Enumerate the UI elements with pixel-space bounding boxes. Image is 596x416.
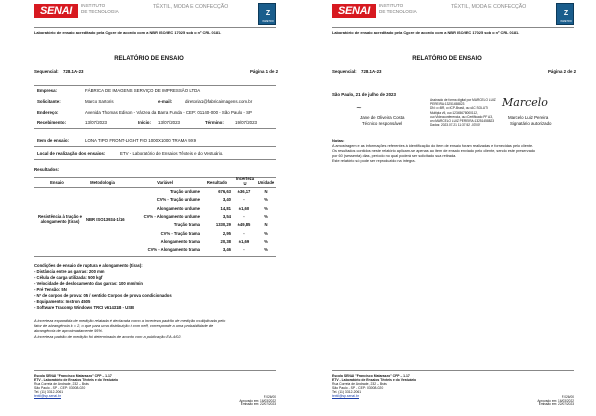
table-test-name: Resistência à tração e alongamento (tiras)	[38, 214, 82, 224]
footer-form-line: Aprovado em: 16/03/2022	[239, 398, 276, 403]
table-cell-variable: CV% - Alongamento trama	[147, 247, 200, 253]
institute-name	[81, 3, 119, 14]
seal-text: INMETRO	[262, 20, 274, 23]
requester-label: Solicitante:	[37, 99, 61, 104]
table-cell-variable: Tração trama	[173, 222, 200, 228]
institute-line-2: DE TECNOLOGIA	[379, 8, 417, 14]
note-line: Este relatório só pode ser reproduzido na íntegra.	[332, 159, 416, 163]
company-value: FÁBRICA DE IMAGENS SERVIÇO DE IMPRESSÃO LTDA	[85, 88, 201, 93]
address-label: Endereço:	[37, 110, 59, 115]
item-rule	[34, 146, 276, 147]
end-label: Término:	[205, 120, 224, 125]
left-signer-role: Técnico responsável	[362, 121, 403, 126]
footer-line: ETV - Laboratório de Ensaios Têxteis e do Vestuário	[332, 378, 417, 382]
right-signer-role: Signatário autorizado	[510, 121, 552, 126]
digital-signature-line: Dados: 2023.07.21 11:37:52 -03'00'	[430, 123, 481, 128]
footer-form-line: Emissão em: 22/07/2023	[538, 402, 574, 407]
table-cell-uncertainty: -	[243, 247, 245, 253]
senai-logo-text: SENAI	[39, 5, 73, 17]
digital-signature-line: cn=MARCELO LUIZ PEREIRA:13251458823	[430, 119, 495, 123]
table-cell-uncertainty: ±1,69	[238, 238, 250, 244]
digital-signature-line: Assinado de forma digital por MARCELO LUIZ	[430, 98, 496, 102]
end-value: 19/07/2023	[235, 120, 257, 125]
table-cell-uncertainty: ±36,17	[237, 189, 251, 194]
report-title: RELATÓRIO DE ENSAIO	[114, 56, 184, 62]
table-cell-unit: %	[264, 205, 268, 211]
table-cell-unit: %	[264, 197, 268, 203]
condition-item: - Pré Tensão: 5N	[34, 287, 67, 292]
footer-form-line: Emissão em: 22/07/2023	[240, 402, 276, 407]
header-divider	[332, 27, 574, 28]
received-value: 13/07/2023	[85, 120, 107, 125]
start-value: 13/07/2023	[158, 120, 180, 125]
table-cell-unit: %	[264, 247, 268, 253]
table-cell-unit: N	[264, 189, 268, 194]
client-bottom-rule	[34, 128, 276, 129]
sequence-value: 728.1A-23	[361, 69, 382, 74]
footer-line: Escola SENAI "Francisco Matarazzo" CFP – 1.17	[332, 374, 410, 378]
table-cell-uncertainty: -	[243, 213, 245, 219]
report-page-2	[298, 0, 596, 416]
table-cell-result: 676,63	[218, 189, 231, 194]
table-cell-variable: Alongamento trama	[160, 238, 200, 244]
senai-logo-text: SENAI	[337, 5, 371, 17]
institute-line-2: DE TECNOLOGIA	[81, 8, 119, 14]
table-cell-variable: CV% - Tração urdume	[156, 197, 200, 203]
received-label: Recebimento:	[37, 120, 67, 125]
table-cell-result: 3,40	[222, 197, 231, 203]
place-label: Local de realização dos ensaios:	[37, 151, 106, 156]
table-cell-unit: N	[264, 222, 268, 228]
seal-text: INMETRO	[560, 20, 572, 23]
senai-logo	[34, 4, 78, 18]
right-signature: Marcelo	[502, 96, 548, 109]
seal-letter: Z	[265, 10, 271, 17]
table-cell-unit: %	[264, 238, 268, 244]
table-header-result: Resultado	[206, 180, 228, 185]
uncertainty-note-line: abrangência de aproximadamente 95%.	[34, 328, 103, 334]
table-cell-uncertainty: -	[243, 197, 245, 203]
table-bottom-rule	[34, 256, 276, 257]
address-value: Avenida Thomas Edison - Várzea da Barra Funda - CEP: 01140-000 - São Paulo - SP	[85, 110, 252, 115]
footer-form-line: F.026/00	[263, 395, 276, 399]
table-cell-variable: CV% - Tração trama	[160, 230, 200, 236]
table-cell-result: 2,95	[222, 230, 231, 236]
note-line: por 60 (sessenta) dias, período no qual poderá ser solicitado sua retirada.	[332, 154, 457, 158]
digital-signature-line: DN: c=BR, o=ICP-Brasil, ou=AC SOLUTI	[430, 106, 489, 111]
footer-line: Tel. (11) 3312-2061	[332, 390, 362, 394]
right-signer-name: Marcelo Luiz Pereira	[508, 115, 549, 120]
left-signer-name: Jane de Oliveira Costa	[360, 115, 405, 120]
email-value: diretoria1@fabricaimagens.com.br	[185, 99, 253, 104]
table-cell-result: 3,46	[222, 247, 231, 253]
uncertainty-note-line: A incerteza expandida de medição relatada é declarada como a incerteza padrão de medição multiplicada pelo	[34, 318, 226, 323]
table-header-unit: Unidade	[257, 180, 275, 185]
condition-item: - Nº de corpos de prova: 05 / sentido Corpos de prova condicionados	[34, 293, 172, 298]
table-cell-variable: Alongamento urdume	[156, 205, 200, 211]
footer-line: São Paulo - SP - CEP: 03008-020	[34, 386, 86, 390]
table-header-method: Metodologia	[90, 180, 115, 185]
accreditation-text: Laboratório de ensaio acreditado pela Cgcre de acordo com a NBR ISO/IEC 17025 sob o nº CRL 0181.	[34, 30, 222, 35]
footer-line: ETV - Laboratório de Ensaios Têxteis e do Vestuário	[34, 378, 119, 382]
footer-line: textil@sp.senai.br	[34, 394, 61, 398]
sequence-label: Sequencial:	[34, 69, 59, 74]
sequence-value: 728.1A-23	[63, 69, 84, 74]
table-cell-unit: %	[264, 230, 268, 236]
condition-item: - Velocidade de deslocamento das garras: 100 mm/min	[34, 281, 143, 286]
footer-line: São Paulo - SP - CEP: 03008-020	[332, 386, 384, 390]
table-cell-unit: %	[264, 213, 268, 219]
footer-line: Rua Correia de Andrade, 232 – Brás	[34, 382, 89, 386]
footer-line: textil@sp.senai.br	[332, 394, 359, 398]
table-header-variable: Variável	[157, 180, 173, 185]
item-label: Item de ensaio:	[37, 138, 69, 143]
note-line: A amostragem e as informações referentes à identificação do item de ensaio foram realizadas e fornecidas pelo cliente.	[332, 144, 534, 148]
accreditation-text: Laboratório de ensaio acreditado pela Cgcre de acordo com a NBR ISO/IEC 17025 sob o nº CRL 0181.	[332, 30, 520, 35]
table-cell-variable: Tração urdume	[169, 189, 200, 194]
institute-line-1: INSTITUTO	[81, 3, 106, 8]
notes-title: Notas:	[332, 138, 345, 143]
table-method: NBR ISO13934-1/16	[86, 217, 125, 222]
results-label: Resultados:	[34, 167, 60, 172]
table-header-uncertainty: Incerteza U	[235, 176, 255, 186]
accreditation-seal-icon	[556, 3, 574, 25]
left-signature-scribble: ~	[356, 104, 362, 112]
table-cell-result: 20,38	[220, 238, 231, 244]
area-name: TÊXTIL, MODA E CONFECÇÃO	[451, 4, 527, 10]
table-cell-uncertainty: -	[243, 230, 245, 236]
email-label: e-mail:	[158, 99, 173, 104]
table-cell-result: 1330,29	[215, 222, 231, 228]
institute-line-1: INSTITUTO	[379, 3, 404, 8]
place-value: ETV - Laboratório de Ensaios Têxteis e do Vestuário.	[120, 151, 224, 156]
condition-item: - Distância entre as garras: 200 mm	[34, 269, 105, 274]
note-line: Os resultados contidos neste relatório aplicam-se apenas ao item de ensaio enviado pelo cliente, sendo este preservado	[332, 149, 536, 153]
date-line: São Paulo, 21 de julho de 2023	[332, 92, 396, 97]
table-cell-uncertainty: ±1,60	[238, 205, 250, 211]
footer-line: Rua Correia de Andrade, 232 – Brás	[332, 382, 387, 386]
footer-form-line: Aprovado em: 16/03/2022	[537, 398, 574, 403]
digital-signature-line: Multipla v5, ou=12345678000112,	[430, 110, 478, 115]
footer-rule	[332, 370, 574, 371]
start-label: Início:	[138, 120, 151, 125]
accreditation-seal-icon	[258, 3, 276, 25]
footer-line: Tel. (11) 3312-2061	[34, 390, 64, 394]
footer-line: Escola SENAI "Francisco Matarazzo" CFP – 1.17	[34, 374, 112, 378]
requester-value: Marco Sartoris	[85, 99, 114, 104]
digital-signature-line: ou=Videoconferencia, ou=Certificado PF A3,	[430, 114, 493, 119]
institute-name	[379, 3, 417, 14]
footer-form-line: F.026/00	[561, 395, 574, 399]
table-cell-variable: CV% - Alongamento urdume	[143, 213, 200, 219]
client-top-rule	[34, 85, 276, 86]
page-number: Página 1 de 2	[250, 69, 279, 74]
conditions-title: Condições de ensaio de ruptura e alongamento (tiras):	[34, 263, 143, 268]
condition-item: - Célula de carga utilizada: 500 kgf	[34, 275, 103, 280]
uncertainty-note-line: fator de abrangência k = 2, o que para uma distribuição t com neff, corresponde a uma probabilidade de	[34, 323, 214, 329]
footer-rule	[34, 370, 276, 371]
table-cell-uncertainty: ±49,85	[237, 222, 251, 228]
table-cell-result: 3,54	[222, 213, 231, 219]
senai-logo	[332, 4, 376, 18]
header-divider	[34, 27, 276, 28]
company-label: Empresa:	[37, 88, 58, 93]
page-number: Página 2 de 2	[548, 69, 577, 74]
report-title: RELATÓRIO DE ENSAIO	[412, 56, 482, 62]
table-header-test: Ensaio	[50, 180, 64, 185]
sequence-label: Sequencial:	[332, 69, 357, 74]
seal-letter: Z	[563, 10, 569, 17]
condition-item: - Software Tracomp Windows TRCI v61431B - USB	[34, 305, 135, 310]
area-name: TÊXTIL, MODA E CONFECÇÃO	[153, 4, 229, 10]
table-cell-result: 14,81	[220, 205, 231, 211]
condition-item: - Equipamento: Instron 4505	[34, 299, 91, 304]
place-rule	[34, 159, 276, 160]
digital-signature-line: PEREIRA:13251458823	[430, 102, 465, 107]
uncertainty-note-line: A incerteza padrão de medição foi determinada de acordo com a publicação EA-4/02.	[34, 333, 182, 339]
table-header-rule	[34, 187, 276, 188]
item-value: LONA TIPO FRONT-LIGHT FIO 1000X1000 TRAMA 9X9	[85, 138, 197, 143]
